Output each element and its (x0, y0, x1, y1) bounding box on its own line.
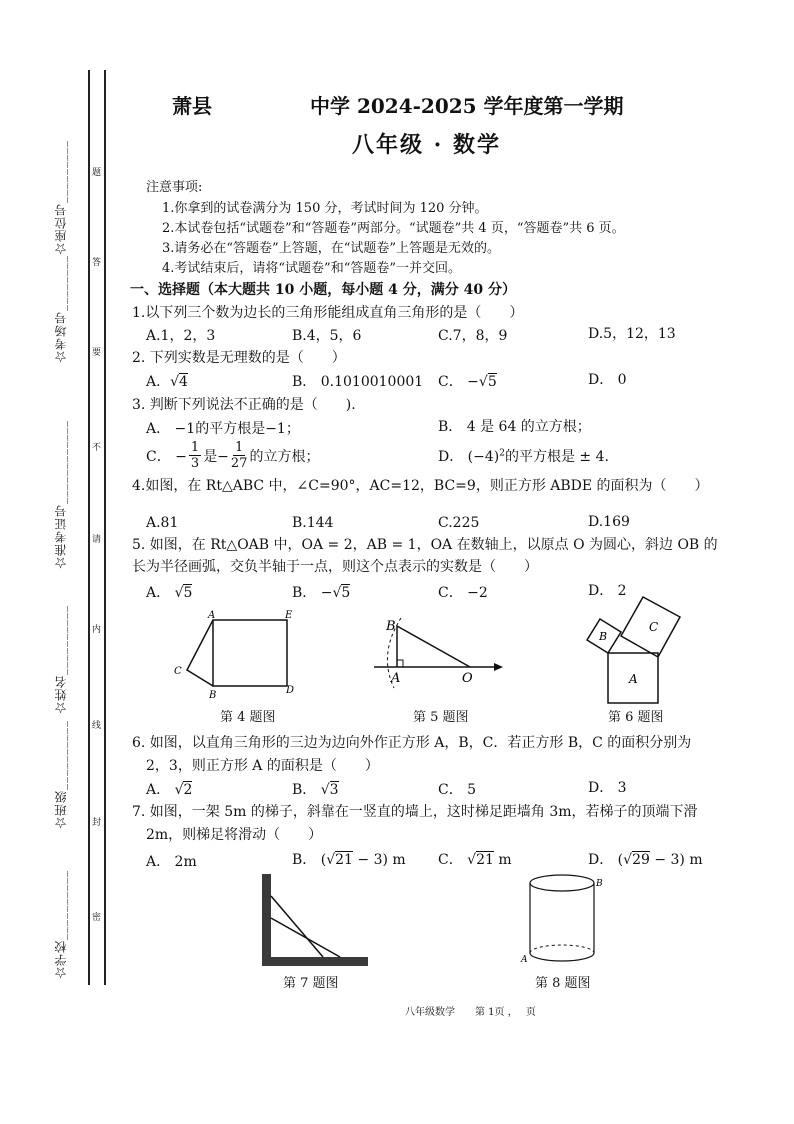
notice-title: 注意事项: (146, 180, 203, 195)
q6-option-c: C． 5 (438, 782, 477, 798)
seal-char: 请 (92, 535, 102, 545)
q2-option-c: C． −√5 (438, 374, 497, 390)
q3-option-a: A． −1的平方根是−1； (146, 421, 300, 437)
seal-char: 封 (92, 818, 102, 828)
figure-6 (586, 595, 698, 707)
q7-option-c: C． √21 m (438, 852, 512, 868)
square-abde (213, 620, 287, 686)
q1-option-c: C.7，8，9 (438, 328, 508, 344)
square-label: C (649, 620, 659, 634)
point-label: A (208, 610, 216, 621)
point-label: O (462, 671, 473, 686)
cylinder-bottom-back (530, 945, 594, 953)
q7-option-b: B． (√21 − 3) m (292, 852, 406, 868)
class-field: ☆班级__________ (54, 720, 68, 829)
q6-stem-line2: 2，3，则正方形 A 的面积是（ ） (146, 758, 379, 774)
point-label: E (285, 610, 293, 621)
cylinder-bottom-front (530, 953, 594, 961)
figure-7-caption: 第 7 题图 (283, 976, 339, 991)
seal-char: 答 (92, 258, 102, 268)
subject-title: 八年级 · 数学 (352, 132, 501, 158)
figure-7 (260, 872, 372, 970)
name-field: ☆姓名__________ (54, 605, 68, 714)
wall (262, 874, 271, 966)
seal-char: 内 (92, 625, 102, 635)
ladder-before (271, 896, 323, 957)
q5-option-c: C． −2 (438, 585, 488, 601)
exam-room-field: ☆考场号________ (54, 255, 68, 363)
q4-option-d: D.169 (588, 514, 630, 530)
school-year-title: 中学 2024-2025 学年度第一学期 (310, 94, 624, 118)
q7-stem-line2: 2m，则梯足将滑动（ ） (146, 827, 323, 843)
q1-option-a: A.1，2，3 (146, 328, 216, 344)
figure-4 (165, 608, 305, 700)
q3-option-d: D． $(-4)^2$的平方根是 ± 4. (438, 448, 609, 465)
school-field: ☆学校__________ (54, 870, 68, 979)
square-label: B (599, 630, 608, 643)
notice-item: 1.你拿到的试卷满分为 150 分，考试时间为 120 分钟。 (162, 201, 488, 216)
notice-item: 2.本试卷包括“试题卷”和“答题卷”两部分。“试题卷”共 4 页，“答题卷”共 6 页。 (162, 221, 625, 236)
point-label: B (596, 879, 603, 889)
county-name: 萧县 (172, 94, 212, 118)
seal-char: 不 (92, 443, 102, 453)
square-label: A (629, 672, 638, 686)
figure-4-caption: 第 4 题图 (220, 710, 276, 725)
q5-stem-line1: 5. 如图，在 Rt△OAB 中，OA = 2，AB = 1，OA 在数轴上，以原点 O 为圆心，斜边 OB 的 (132, 537, 718, 553)
q7-option-d: D． (√29 − 3) m (588, 852, 703, 868)
q2-option-d: D． 0 (588, 372, 627, 388)
seat-number-field: ☆座位号_________ (54, 140, 68, 255)
seal-char: 密 (92, 913, 102, 923)
admission-ticket-field: ☆准考证号____________ (54, 420, 68, 569)
q1-stem: 1.以下列三个数为边长的三角形能组成直角三角形的是（ ） (132, 305, 524, 321)
q1-option-d: D.5，12，13 (588, 326, 676, 342)
seal-char: 线 (92, 721, 102, 731)
point-label: B (386, 619, 396, 634)
q4-option-b: B.144 (292, 515, 334, 531)
right-angle-mark (397, 660, 403, 667)
q5-option-a: A． √5 (146, 585, 193, 601)
segment-ob (397, 626, 470, 667)
q7-option-a: A． 2m (146, 854, 197, 870)
q6-option-d: D． 3 (588, 780, 627, 796)
seal-char: 要 (92, 348, 102, 358)
binding-line-outer (88, 70, 90, 985)
q3-option-c: C． − $\frac{1}{3}$ 是− $\frac{1}{27}$ 的立方根； (146, 440, 320, 471)
q5-option-b: B． −√5 (292, 585, 351, 601)
figure-6-caption: 第 6 题图 (608, 710, 664, 725)
triangle-abc (187, 620, 213, 686)
cylinder-top (530, 875, 594, 891)
q6-option-a: A． √2 (146, 782, 193, 798)
axis-arrow (494, 663, 503, 671)
ladder-after (271, 918, 340, 957)
section-title: 一、选择题（本大题共 10 小题，每小题 4 分，满分 40 分） (130, 282, 516, 298)
q3-option-b: B． 4 是 64 的立方根； (438, 419, 591, 435)
q5-option-d: D． 2 (588, 583, 627, 599)
q4-option-c: C.225 (438, 515, 480, 531)
point-label: A (521, 955, 528, 965)
point-label: A (391, 671, 401, 686)
q5-stem-line2: 长为半径画弧，交负半轴于一点，则这个点表示的实数是（ ） (132, 559, 538, 575)
point-label: C (174, 666, 182, 677)
q2-stem: 2. 下列实数是无理数的是（ ） (132, 350, 346, 366)
seal-char: 题 (92, 168, 102, 178)
q4-stem: 4.如图，在 Rt△ABC 中，∠C=90°，AC=12，BC=9，则正方形 ABDE 的面积为（ ） (132, 478, 709, 494)
q6-option-b: B． √3 (292, 782, 339, 798)
q4-option-a: A.81 (146, 515, 179, 531)
figure-8 (518, 870, 608, 968)
notice-item: 4.考试结束后，请将“试题卷”和“答题卷”一并交回。 (162, 261, 461, 276)
q2-option-b: B． 0.1010010001 (292, 374, 424, 390)
figure-5-caption: 第 5 题图 (413, 710, 469, 725)
figure-8-caption: 第 8 题图 (535, 976, 591, 991)
notice-item: 3.请务必在“答题卷”上答题，在“试题卷”上答题是无效的。 (162, 241, 500, 256)
q1-option-b: B.4，5，6 (292, 328, 362, 344)
ground (262, 957, 368, 966)
q6-stem-line1: 6. 如图，以直角三角形的三边为边向外作正方形 A，B，C．若正方形 B，C 的面积分别为 (132, 735, 692, 751)
figure-5 (372, 614, 508, 692)
point-label: B (209, 690, 217, 700)
binding-line-inner (104, 70, 106, 985)
point-label: D (286, 685, 295, 696)
q3-stem: 3. 判断下列说法不正确的是（ ). (132, 397, 356, 413)
q7-stem-line1: 7. 如图，一架 5m 的梯子，斜靠在一竖直的墙上，这时梯足距墙角 3m，若梯子的顶端下滑 (132, 804, 698, 820)
page-footer: 八年级数学 第 1页 ， 页 (405, 1007, 536, 1018)
q2-option-a: A．√4 (146, 374, 188, 390)
